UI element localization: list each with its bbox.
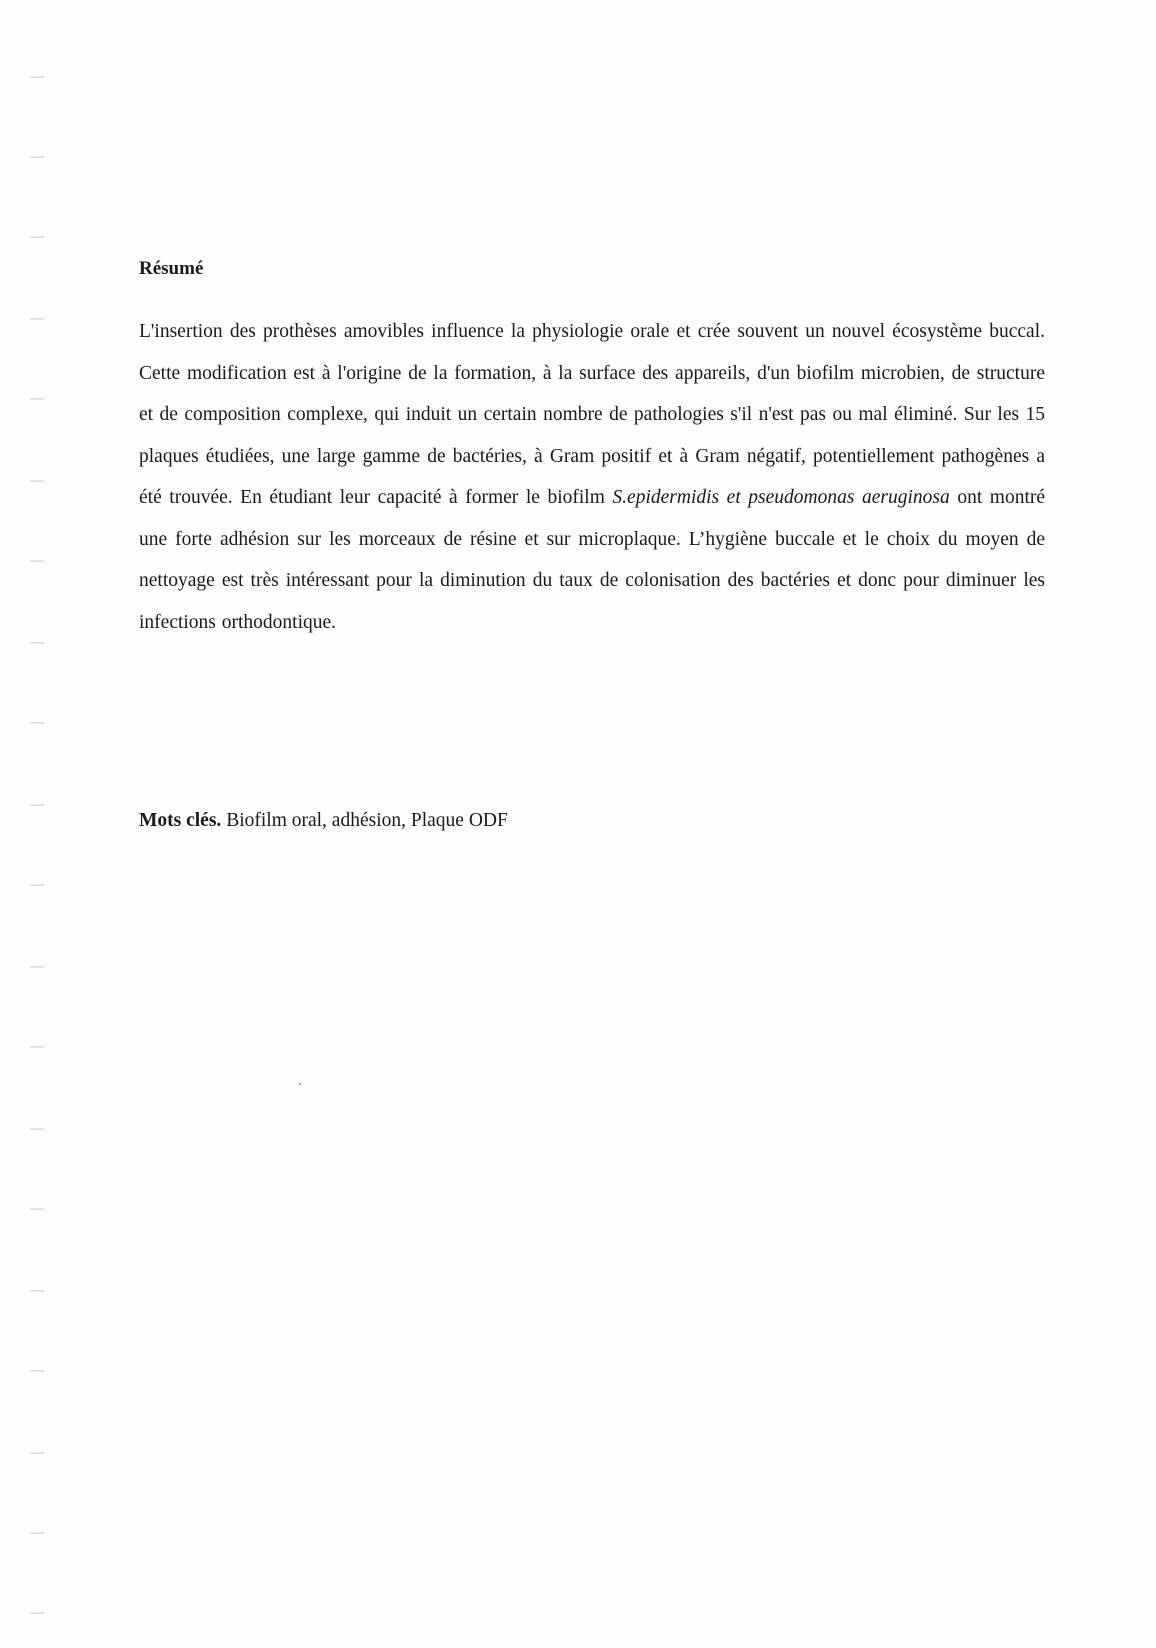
abstract-paragraph	[139, 311, 1045, 643]
scan-speck	[299, 1083, 301, 1085]
keywords-line	[139, 808, 508, 834]
binding-mark	[30, 1452, 44, 1454]
binding-mark	[30, 642, 44, 644]
binding-mark	[30, 480, 44, 482]
binding-mark	[30, 318, 44, 320]
binding-mark	[30, 156, 44, 158]
binding-mark	[30, 76, 44, 78]
binding-mark	[30, 884, 44, 886]
binding-mark	[30, 1612, 44, 1614]
binding-mark	[30, 1208, 44, 1210]
binding-mark	[30, 1128, 44, 1130]
binding-marks	[30, 0, 50, 1648]
binding-mark	[30, 722, 44, 724]
binding-mark	[30, 236, 44, 238]
abstract-species-names: S.epidermidis et pseudomonas aeruginosa	[612, 487, 950, 508]
binding-mark	[30, 1370, 44, 1372]
binding-mark	[30, 966, 44, 968]
abstract-text-part-1: L'insertion des prothèses amovibles influence la physiologie orale et crée souvent un nouvel écosystème buccal. Cette modification est à l'origine de la formation, à la surface des appareils, d'un biofilm microbien, de structure et de composition complexe, qui induit un certain nombre de pathologies s'il n'est pas ou mal éliminé. Sur les 15 plaques étudiées, une large gamme de bactéries, à Gram positif et à Gram négatif, potentiellement pathogènes a été trouvée. En étudiant leur capacité à former le biofilm	[139, 321, 1045, 508]
keywords-value: Biofilm oral, adhésion, Plaque ODF	[221, 810, 508, 831]
binding-mark	[30, 804, 44, 806]
binding-mark	[30, 560, 44, 562]
binding-mark	[30, 1532, 44, 1534]
binding-mark	[30, 398, 44, 400]
abstract-text-part-2: ont montré une forte adhésion sur les morceaux de résine et sur microplaque. L’hygiène buccale et le choix du moyen de nettoyage est très intéressant pour la diminution du taux de colonisation des bactéries et donc pour diminuer les infections orthodontique.	[139, 487, 1046, 633]
abstract-heading: Résumé	[139, 258, 204, 279]
binding-mark	[30, 1290, 44, 1292]
binding-mark	[30, 1046, 44, 1048]
keywords-label: Mots clés.	[139, 810, 222, 831]
